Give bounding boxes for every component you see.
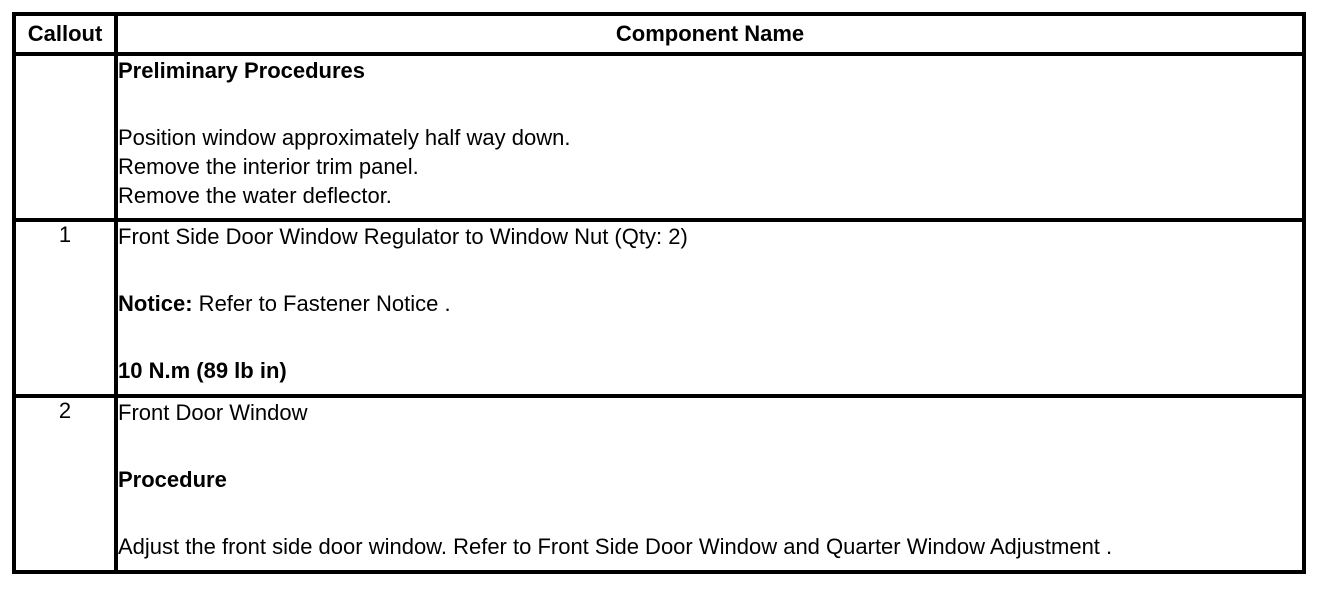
torque-spec: 10 N.m (89 lb in) — [118, 358, 287, 383]
component-title: Front Side Door Window Regulator to Window Nut (Qty: 2) — [118, 224, 688, 249]
notice-label: Notice: — [118, 291, 193, 316]
table-row — [14, 54, 1304, 220]
preliminary-title: Preliminary Procedures — [118, 58, 366, 83]
table-row — [14, 220, 1304, 396]
spacer — [118, 251, 1302, 289]
spacer — [118, 318, 1302, 356]
notice-line — [118, 289, 1302, 318]
procedure-text: Adjust the front side door window. Refer to Front Side Door Window and Quarter Window Adjustment . — [118, 534, 1113, 559]
spacer — [118, 427, 1302, 465]
step-line: Remove the interior trim panel. — [118, 154, 419, 179]
spacer — [118, 85, 1302, 123]
component-title: Front Door Window — [118, 400, 308, 425]
component-cell — [116, 396, 1304, 572]
table-header-row — [14, 14, 1304, 54]
callout-cell — [14, 54, 116, 220]
step-line: Remove the water deflector. — [118, 183, 392, 208]
procedure-label: Procedure — [118, 467, 227, 492]
callout-cell: 1 — [14, 220, 116, 396]
component-cell — [116, 54, 1304, 220]
callout-cell: 2 — [14, 396, 116, 572]
table-row — [14, 396, 1304, 572]
spacer — [118, 494, 1302, 532]
step-line: Position window approximately half way down. — [118, 125, 571, 150]
component-cell — [116, 220, 1304, 396]
header-component-name: Component Name — [116, 14, 1304, 54]
notice-text: Refer to Fastener Notice . — [192, 291, 451, 316]
procedure-table — [12, 12, 1306, 574]
header-callout: Callout — [14, 14, 116, 54]
